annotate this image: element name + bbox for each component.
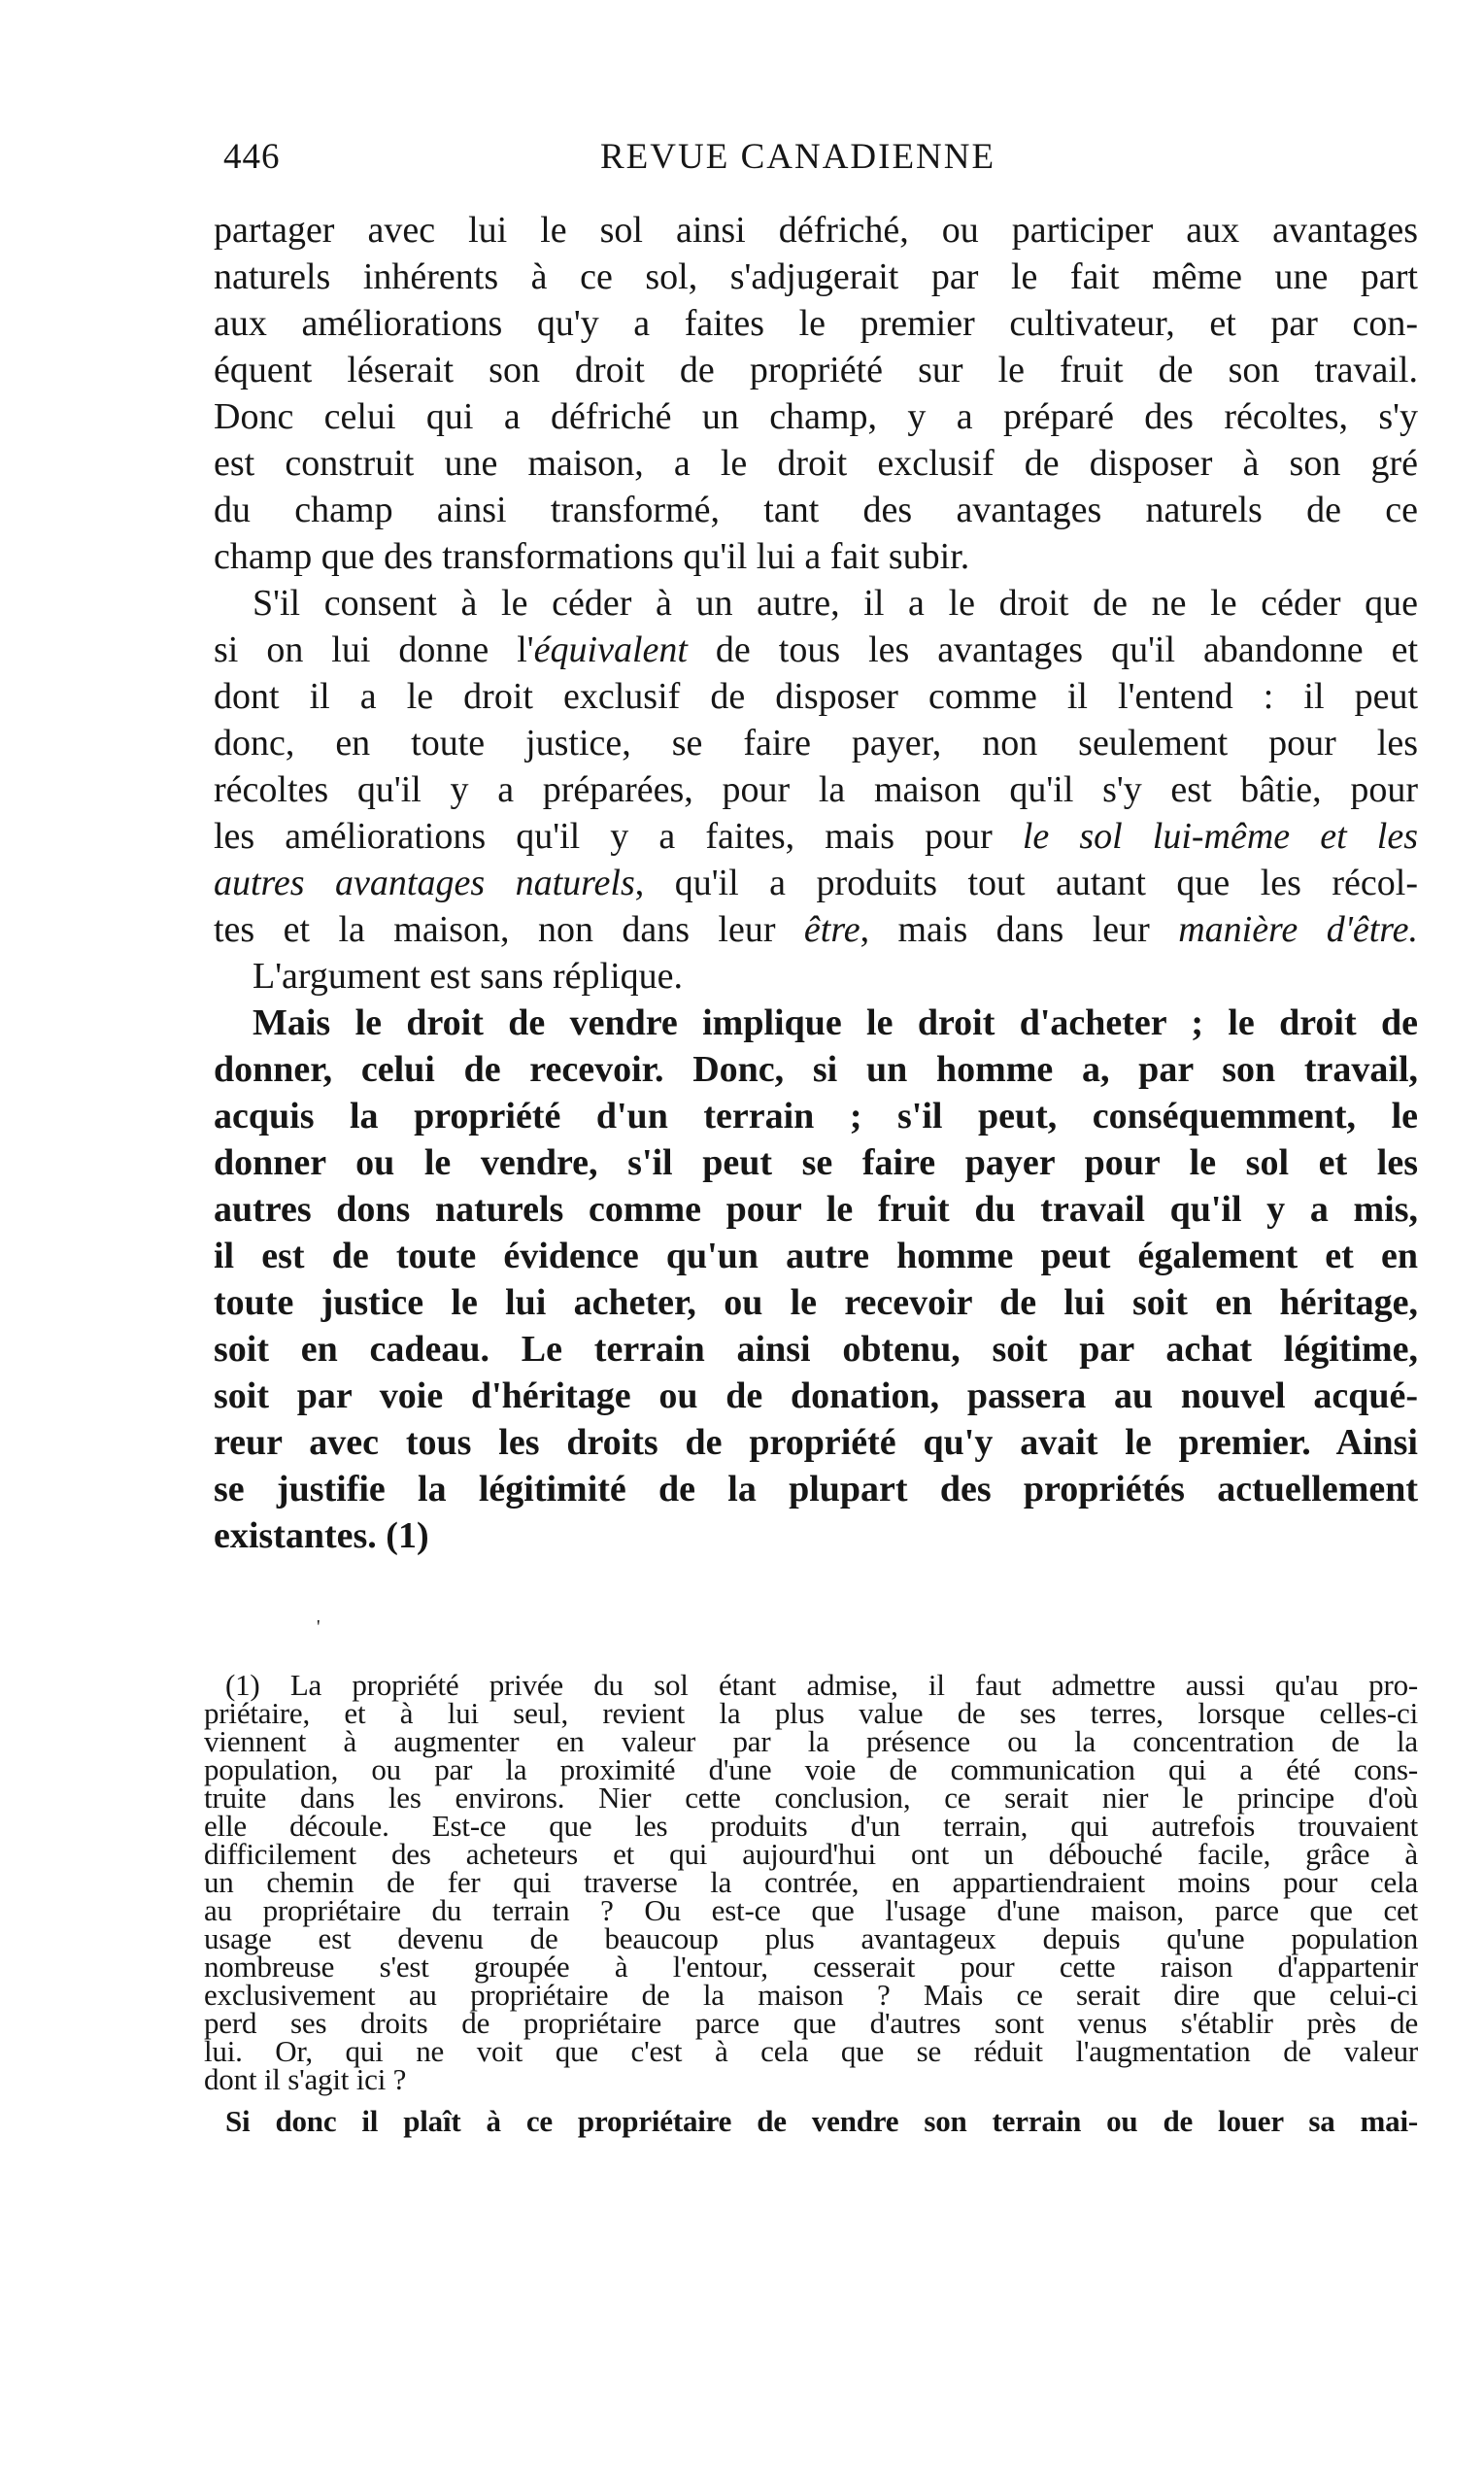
footnote-line: elle découle. Est-ce que les produits d'un terrain, qui autrefois trouvaient [204,1809,1418,1843]
text-line: reur avec tous les droits de propriété qu'y avait le premier. Ainsi [214,1422,1418,1463]
text-line-with-italic: autres avantages naturels, qu'il a produits tout autant que les récol- [214,863,1418,903]
text-line: partager avec lui le sol ainsi défriché, ou participer aux avantages [214,210,1418,251]
text-line: donner ou le vendre, s'il peut se faire payer pour le sol et les [214,1142,1418,1183]
text-line: Donc celui qui a défriché un champ, y a préparé des récoltes, s'y [214,396,1418,437]
footnote [204,1668,1418,2138]
text-line: toute justice le lui acheter, ou le recevoir de lui soit en héritage, [214,1282,1418,1323]
text-line: du champ ainsi transformé, tant des avantages naturels de ce [214,490,1418,530]
text-line: se justifie la légitimité de la plupart des propriétés actuellement [214,1469,1418,1510]
footnote-line: exclusivement au propriétaire de la maison ? Mais ce serait dire que celui-ci [204,1978,1418,2012]
running-head: REVUE CANADIENNE [600,137,996,177]
text-line: récoltes qu'il y a préparées, pour la maison qu'il s'y est bâtie, pour [214,769,1418,810]
text-line: soit par voie d'héritage ou de donation, passera au nouvel acqué- [214,1375,1418,1416]
text-line: est construit une maison, a le droit exclusif de disposer à son gré [214,443,1418,484]
footnote-line: truite dans les environs. Nier cette conclusion, ce serait nier le principe d'où [204,1781,1418,1815]
footnote-line: lui. Or, qui ne voit que c'est à cela que se réduit l'augmentation de valeur [204,2034,1418,2068]
text-line: il est de toute évidence qu'un autre homme peut également et en [214,1236,1418,1276]
italic-phrase: autres avantages naturels [214,863,635,903]
footnote-line: difficilement des acheteurs et qui aujourd'hui ont un débouché facile, grâce à [204,1837,1418,1871]
text-line: équent léserait son droit de propriété sur le fruit de son travail. [214,350,1418,390]
page-number: 446 [223,137,281,177]
footnote-line: viennent à augmenter en valeur par la présence ou la concentration de la [204,1724,1418,1758]
margin-mark: ' [317,1616,320,1638]
text-line: champ que des transformations qu'il lui a fait subir. [214,536,970,577]
text-line: acquis la propriété d'un terrain ; s'il peut, conséquemment, le [214,1096,1418,1137]
text-line: donc, en toute justice, se faire payer, non seulement pour les [214,723,1418,763]
footnote-line: priétaire, et à lui seul, revient la plus value de ses terres, lorsque celles-ci [204,1696,1418,1730]
italic-phrase: manière d'être. [1178,909,1418,950]
main-text [214,207,1418,1559]
footnote-line: nombreuse s'est groupée à l'entour, cesserait pour cette raison d'appartenir [204,1950,1418,1984]
text-line: donner, celui de recevoir. Donc, si un homme a, par son travail, [214,1049,1418,1090]
text-line: autres dons naturels comme pour le fruit du travail qu'il y a mis, [214,1189,1418,1230]
footnote-line: population, ou par la proximité d'une voie de communication qui a été cons- [204,1752,1418,1786]
footnote-line: au propriétaire du terrain ? Ou est-ce que l'usage d'une maison, parce que cet [204,1893,1418,1927]
text-line-with-italic: si on lui donne l'équivalent de tous les avantages qu'il abandonne et [214,629,1419,670]
footnote-line: (1) La propriété privée du sol étant admise, il faut admettre aussi qu'au pro- [225,1668,1418,1702]
text-line: naturels inhérents à ce sol, s'adjugerait par le fait même une part [214,256,1418,297]
text-line: aux améliorations qu'y a faites le premier cultivateur, et par con- [214,303,1418,344]
italic-phrase: équivalent [533,629,688,670]
text-line: existantes. (1) [214,1515,429,1556]
italic-phrase: être [803,909,860,950]
paragraph-start-line: Mais le droit de vendre implique le droit d'acheter ; le droit de [253,1002,1418,1043]
page-header [223,136,1418,185]
text-line-with-italic: les améliorations qu'il y a faites, mais pour le sol lui-même et les [214,816,1418,857]
footnote-line: perd ses droits de propriétaire parce que d'autres sont venus s'établir près de [204,2006,1418,2040]
footnote-line: un chemin de fer qui traverse la contrée, en appartiendraient moins pour cela [204,1865,1418,1899]
text-line-with-italic: tes et la maison, non dans leur être, mais dans leur manière d'être. [214,909,1418,950]
text-line: soit en cadeau. Le terrain ainsi obtenu, soit par achat légitime, [214,1329,1418,1370]
footnote-line: dont il s'agit ici ? [204,2062,407,2096]
italic-phrase: le sol lui-même et les [1022,816,1418,857]
footnote-continuation-line: Si donc il plaît à ce propriétaire de vendre son terrain ou de louer sa mai- [225,2104,1418,2138]
text-line: dont il a le droit exclusif de disposer comme il l'entend : il peut [214,676,1418,717]
footnote-line: usage est devenu de beaucoup plus avantageux depuis qu'une population [204,1921,1418,1955]
paragraph-start-line: S'il consent à le céder à un autre, il a le droit de ne le céder que [253,583,1418,624]
paragraph-line: L'argument est sans réplique. [253,956,684,997]
